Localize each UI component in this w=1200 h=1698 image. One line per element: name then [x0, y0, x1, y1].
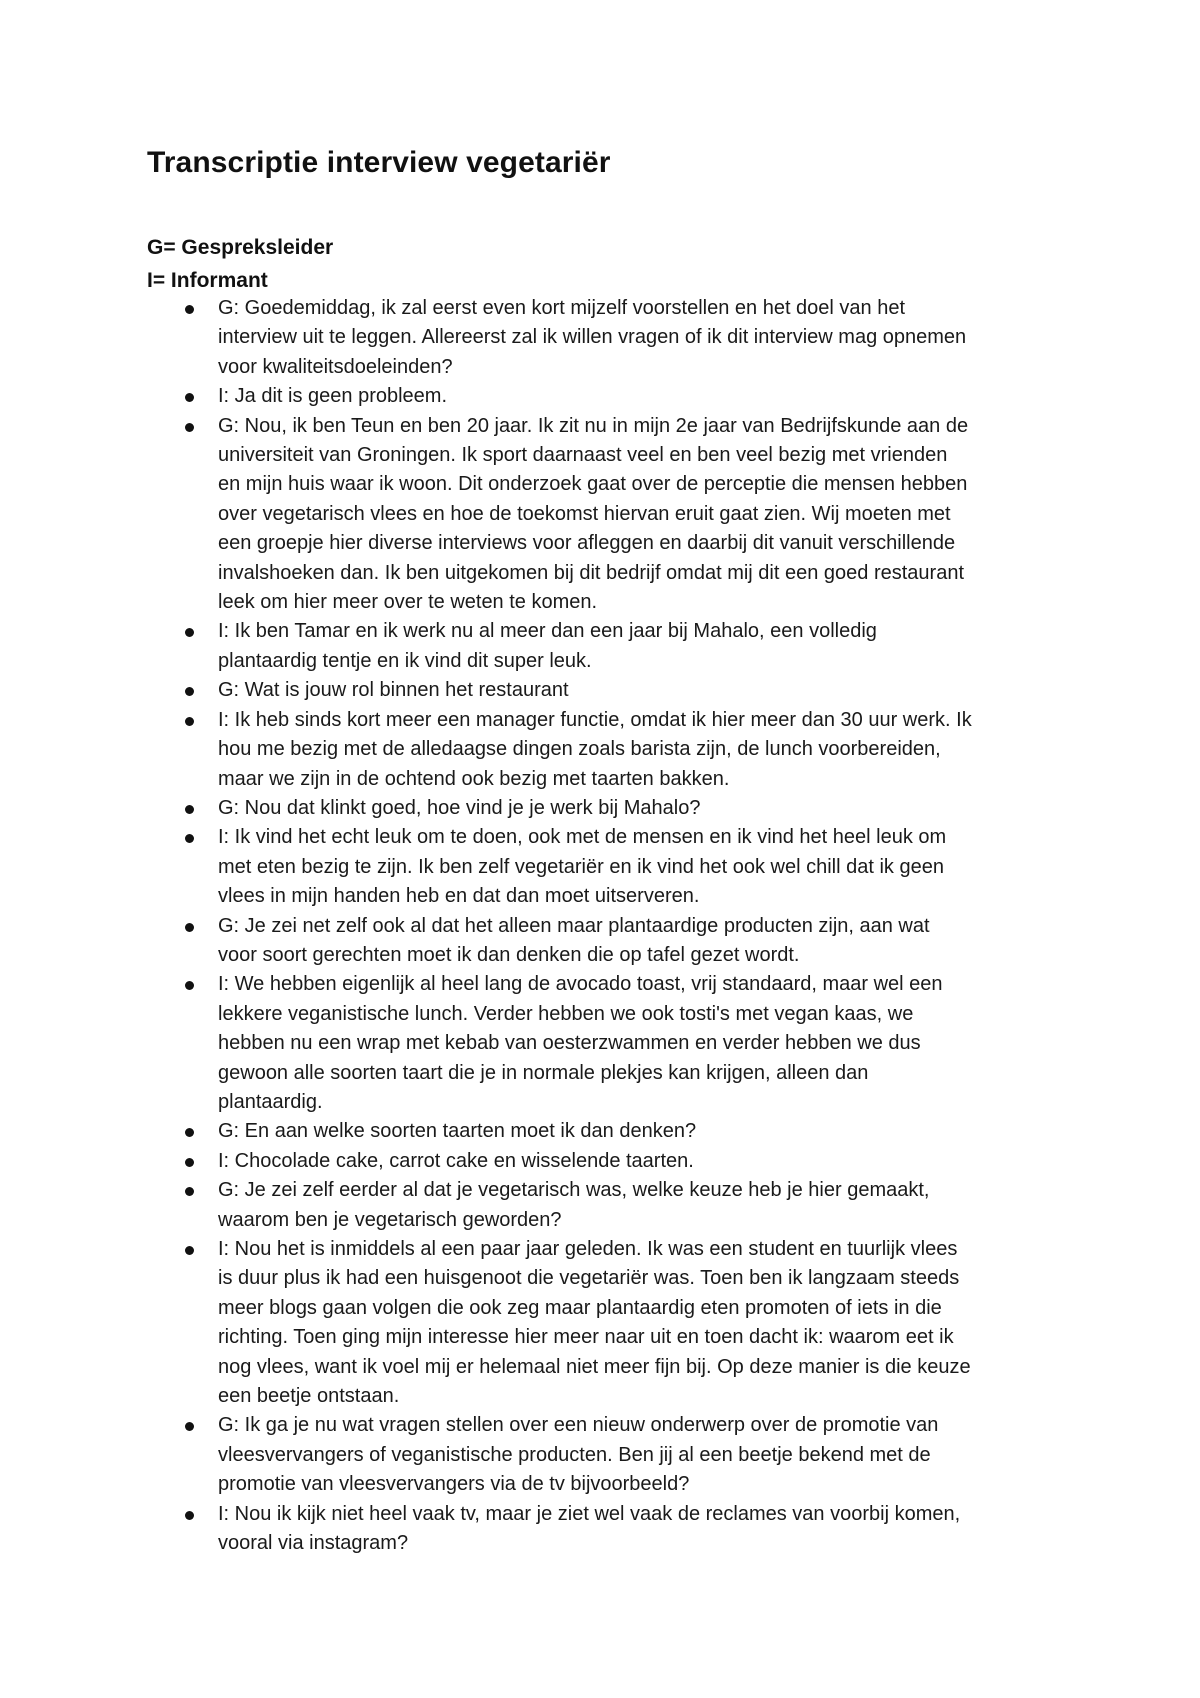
bullet-icon	[185, 1128, 194, 1137]
transcript-entry	[147, 823, 1067, 911]
transcript-line: een groepje hier diverse interviews voor afleggen en daarbij dit vanuit verschillende	[218, 532, 956, 555]
transcript-line: G: En aan welke soorten taarten moet ik dan denken?	[218, 1120, 697, 1143]
bullet-icon	[185, 1422, 194, 1431]
transcript-line: leek om hier meer over te weten te komen.	[218, 591, 598, 614]
speaker-legend	[147, 231, 333, 297]
transcript-line: I: Chocolade cake, carrot cake en wisselende taarten.	[218, 1149, 694, 1172]
transcript-entry	[147, 1500, 1067, 1559]
transcript-line: en mijn huis waar ik woon. Dit onderzoek gaat over de perceptie die mensen hebben	[218, 473, 968, 496]
transcript-line: I: Ik vind het echt leuk om te doen, ook met de mensen en ik vind het heel leuk om	[218, 826, 947, 849]
transcript-line: I: Nou het is inmiddels al een paar jaar geleden. Ik was een student en tuurlijk vlees	[218, 1238, 958, 1260]
transcript-entry	[147, 617, 1067, 676]
document-title: Transcriptie interview vegetariër	[147, 146, 611, 179]
transcript-entry	[147, 676, 1067, 705]
transcript-line: hebben nu een wrap met kebab van oesterzwammen en verder hebben we dus	[218, 1032, 921, 1055]
transcript-line: maar we zijn in de ochtend ook bezig met taarten bakken.	[218, 767, 730, 790]
transcript-line: meer blogs gaan volgen die ook zeg maar plantaardig eten promoten of iets in die	[218, 1296, 942, 1319]
transcript-line: over vegetarisch vlees en hoe de toekomst hiervan eruit gaat zien. Wij moeten met	[218, 502, 951, 525]
legend-interviewer: G= Gespreksleider	[147, 236, 334, 259]
transcript-line: G: Nou, ik ben Teun en ben 20 jaar. Ik zit nu in mijn 2e jaar van Bedrijfskunde aan de	[218, 414, 969, 437]
bullet-icon	[185, 1158, 194, 1167]
bullet-icon	[185, 834, 194, 843]
transcript-entry	[147, 794, 1067, 823]
transcript-line: I: We hebben eigenlijk al heel lang de avocado toast, vrij standaard, maar wel een	[218, 973, 943, 996]
transcript-line: G: Goedemiddag, ik zal eerst even kort mijzelf voorstellen en het doel van het	[218, 297, 906, 319]
transcript-list	[147, 294, 1067, 1558]
transcript-line: universiteit van Groningen. Ik sport daarnaast veel en ben veel bezig met vrienden	[218, 444, 948, 467]
transcript-line: G: Nou dat klinkt goed, hoe vind je je werk bij Mahalo?	[218, 796, 701, 819]
bullet-icon	[185, 423, 194, 432]
bullet-icon	[185, 1187, 194, 1196]
transcript-line: interview uit te leggen. Allereerst zal ik willen vragen of ik dit interview mag opnemen	[218, 326, 967, 349]
transcript-line: met eten bezig te zijn. Ik ben zelf vegetariër en ik vind het ook wel chill dat ik geen	[218, 855, 944, 878]
transcript-line: G: Wat is jouw rol binnen het restaurant	[218, 679, 569, 702]
transcript-entry	[147, 1235, 1067, 1411]
transcript-line: I: Ik ben Tamar en ik werk nu al meer dan een jaar bij Mahalo, een volledig	[218, 620, 877, 643]
transcript-entry	[147, 912, 1067, 971]
transcript-line: G: Je zei zelf eerder al dat je vegetarisch was, welke keuze heb je hier gemaakt,	[218, 1179, 930, 1202]
transcript-entry	[147, 1411, 1067, 1499]
transcript-line: voor soort gerechten moet ik dan denken die op tafel gezet wordt.	[218, 943, 800, 966]
transcript-line: I: Ik heb sinds kort meer een manager functie, omdat ik hier meer dan 30 uur werk. Ik	[218, 708, 972, 731]
transcript-line: G: Ik ga je nu wat vragen stellen over een nieuw onderwerp over de promotie van	[218, 1414, 939, 1437]
transcript-line: is duur plus ik had een huisgenoot die vegetariër was. Toen ben ik langzaam steeds	[218, 1267, 960, 1290]
bullet-icon	[185, 981, 194, 990]
legend-informant: I= Informant	[147, 269, 268, 292]
transcript-line: nog vlees, want ik voel mij er helemaal niet meer fijn bij. Op deze manier is die keuze	[218, 1355, 971, 1378]
transcript-line: plantaardig tentje en ik vind dit super leuk.	[218, 649, 592, 672]
bullet-icon	[185, 1246, 194, 1255]
bullet-icon	[185, 717, 194, 726]
bullet-icon	[185, 923, 194, 932]
bullet-icon	[185, 393, 194, 402]
transcript-entry	[147, 1117, 1067, 1146]
transcript-line: hou me bezig met de alledaagse dingen zoals barista zijn, de lunch voorbereiden,	[218, 738, 941, 761]
transcript-line: promotie van vleesvervangers via de tv bijvoorbeeld?	[218, 1473, 690, 1496]
transcript-line: waarom ben je vegetarisch geworden?	[218, 1208, 562, 1231]
transcript-line: G: Je zei net zelf ook al dat het alleen maar plantaardige producten zijn, aan wat	[218, 914, 930, 937]
transcript-line: I: Nou ik kijk niet heel vaak tv, maar je ziet wel vaak de reclames van voorbij komen,	[218, 1502, 961, 1525]
transcript-line: lekkere veganistische lunch. Verder hebben we ook tosti's met vegan kaas, we	[218, 1002, 914, 1025]
transcript-line: gewoon alle soorten taart die je in normale plekjes kan krijgen, alleen dan	[218, 1061, 869, 1084]
transcript-line: vooral via instagram?	[218, 1532, 409, 1555]
bullet-icon	[185, 687, 194, 696]
bullet-icon	[185, 628, 194, 637]
transcript-line: plantaardig.	[218, 1090, 323, 1113]
transcript-entry	[147, 382, 1067, 411]
transcript-entry	[147, 412, 1067, 618]
transcript-line: vlees in mijn handen heb en dat dan moet uitserveren.	[218, 885, 700, 908]
transcript-line: vleesvervangers of veganistische producten. Ben jij al een beetje bekend met de	[218, 1443, 931, 1466]
bullet-icon	[185, 1511, 194, 1520]
transcript-entry	[147, 1176, 1067, 1235]
bullet-icon	[185, 805, 194, 814]
transcript-line: richting. Toen ging mijn interesse hier meer naar uit en toen dacht ik: waarom eet ik	[218, 1326, 954, 1349]
transcript-line: invalshoeken dan. Ik ben uitgekomen bij dit bedrijf omdat mij dit een goed restaurant	[218, 561, 965, 584]
bullet-icon	[185, 305, 194, 314]
transcript-line: voor kwaliteitsdoeleinden?	[218, 355, 453, 378]
transcript-entry	[147, 294, 1067, 382]
transcript-entry	[147, 1147, 1067, 1176]
transcript-line: I: Ja dit is geen probleem.	[218, 385, 448, 408]
transcript-entry	[147, 970, 1067, 1117]
transcript-entry	[147, 706, 1067, 794]
transcript-line: een beetje ontstaan.	[218, 1385, 400, 1408]
